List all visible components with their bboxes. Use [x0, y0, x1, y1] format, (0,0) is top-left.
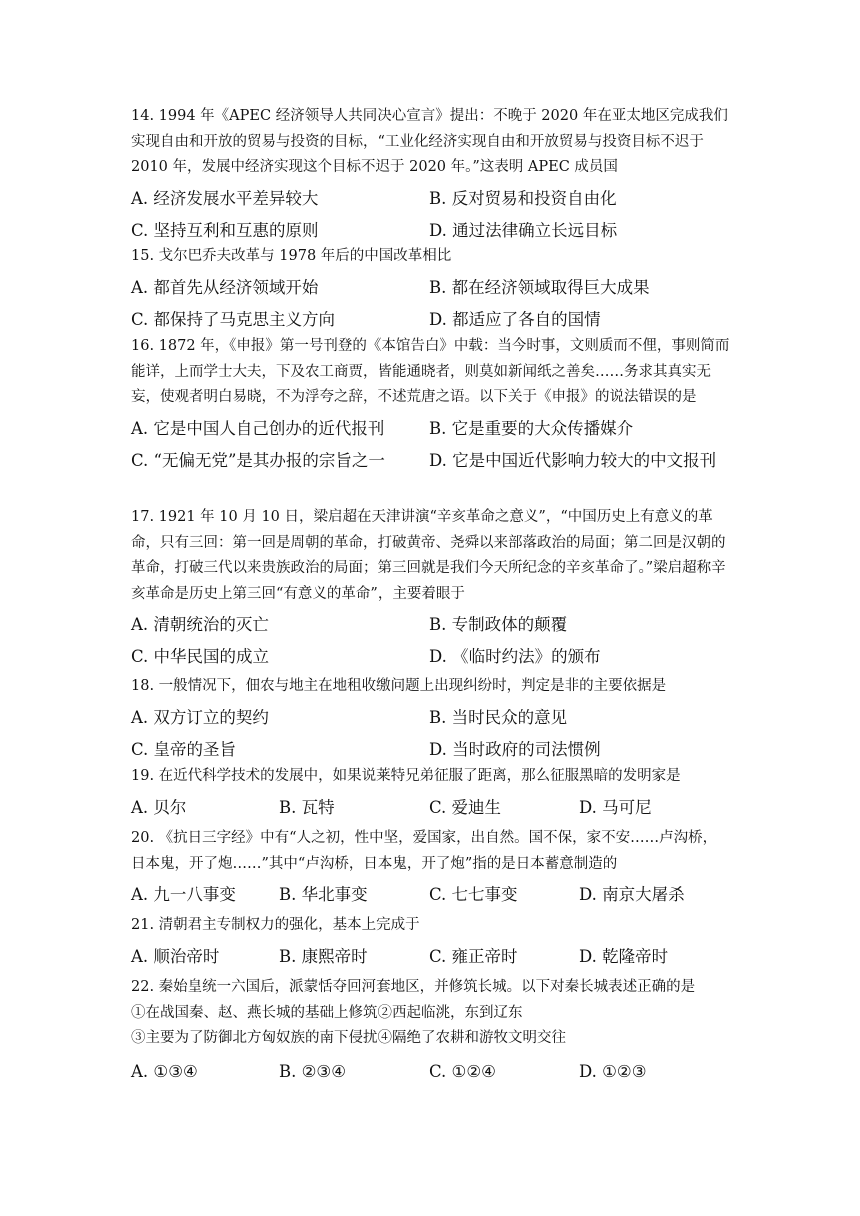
option-b[interactable]: B. 华北事变: [279, 885, 368, 904]
option-c[interactable]: C. 爱迪生: [429, 797, 502, 817]
option-row: [131, 702, 731, 734]
option-a[interactable]: A. 都首先从经济领域开始: [131, 277, 319, 297]
option-row: [131, 413, 731, 445]
option-a[interactable]: A. 贝尔: [131, 797, 187, 817]
option-b[interactable]: B. 专制政体的颠覆: [429, 615, 568, 634]
option-c[interactable]: C. 皇帝的圣旨: [131, 739, 237, 759]
question-stem: 17. 1921 年 10 月 10 日，梁启超在天津讲演“辛亥革命之意义”，“中国历史上有意义的革命，只有三回：第一回是周朝的革命，打破黄帝、尧舜以来部落政治的局面；第二回是汉朝的革命，打破三代以来贵族政治的局面；第三回就是我们今天所纪念的辛亥革命了。”梁启超称辛亥革命是历史上第三回“有意义的革命”，主要着眼于: [131, 509, 726, 602]
option-row: [131, 941, 731, 973]
question-stem: 15. 戈尔巴乔夫改革与 1978 年后的中国改革相比: [131, 248, 452, 264]
question-stem: 14. 1994 年《APEC 经济领导人共同决心宣言》提出：不晚于 2020 年在亚太地区完成我们实现自由和开放的贸易与投资的目标，“工业化经济实现自由和开放贸易与投资目标不迟于 2010 年，发展中经济实现这个目标不迟于 2020 年。”这表明 APEC 成员国: [131, 108, 728, 175]
option-a[interactable]: A. 九一八事变: [131, 885, 236, 904]
option-row: [131, 641, 731, 673]
option-a[interactable]: A. 它是中国人自己创办的近代报刊: [131, 418, 385, 438]
question-19: [131, 764, 731, 824]
question-15: [131, 244, 731, 336]
question-20: [131, 826, 731, 911]
option-d[interactable]: D. 通过法律确立长远目标: [429, 220, 618, 240]
option-b[interactable]: B. 都在经济领域取得巨大成果: [429, 277, 650, 297]
question-stem: 16. 1872 年，《申报》第一号刊登的《本馆告白》中载：当今时事，文则质而不俚，事则简而能详，上而学士大夫，下及农工商贾，皆能通晓者，则莫如新闻纸之善矣……务求其真实无妄，使观者明白易晓，不为浮夸之辞，不述荒唐之语。以下关于《申报》的说法错误的是: [131, 338, 730, 405]
option-d[interactable]: D. 都适应了各自的国情: [429, 309, 601, 329]
option-row: [131, 609, 731, 641]
question-22: [131, 975, 731, 1088]
question-18: [131, 674, 731, 766]
option-d[interactable]: D. 它是中国近代影响力较大的中文报刊: [429, 450, 717, 470]
question-16: [131, 334, 731, 477]
option-d[interactable]: D. ①②③: [579, 1061, 647, 1081]
option-d[interactable]: D. 乾隆帝时: [579, 946, 669, 966]
option-row: [131, 304, 731, 336]
option-b[interactable]: B. 反对贸易和投资自由化: [429, 188, 617, 208]
question-stem: 22. 秦始皇统一六国后，派蒙恬夺回河套地区，并修筑长城。以下对秦长城表述正确的是: [131, 979, 696, 995]
option-c[interactable]: C. 中华民国的成立: [131, 647, 270, 666]
option-b[interactable]: B. ②③④: [279, 1061, 346, 1081]
option-c[interactable]: C. 坚持互利和互惠的原则: [131, 220, 319, 240]
option-c[interactable]: C. 都保持了马克思主义方向: [131, 309, 336, 329]
option-b[interactable]: B. 当时民众的意见: [429, 707, 568, 727]
option-a[interactable]: A. 双方订立的契约: [131, 707, 269, 727]
option-c[interactable]: C. ①②④: [429, 1061, 496, 1081]
option-row: [131, 792, 731, 824]
option-row: [131, 734, 731, 766]
option-a[interactable]: A. ①③④: [131, 1061, 198, 1081]
question-stem: 19. 在近代科学技术的发展中，如果说莱特兄弟征服了距离，那么征服黑暗的发明家是: [131, 768, 681, 784]
question-17: [131, 505, 731, 673]
option-a[interactable]: A. 清朝统治的灭亡: [131, 615, 269, 634]
option-d[interactable]: D. 马可尼: [579, 797, 652, 817]
option-row: [131, 1056, 731, 1088]
option-row: [131, 445, 731, 477]
question-14: [131, 104, 731, 247]
option-c[interactable]: C. 七七事变: [429, 885, 518, 904]
question-21: [131, 913, 731, 973]
option-a[interactable]: A. 经济发展水平差异较大: [131, 188, 319, 208]
option-row: [131, 879, 731, 911]
option-c[interactable]: C. “无偏无党”是其办报的宗旨之一: [131, 450, 385, 470]
statement-line: ①在战国秦、赵、燕长城的基础上修筑②西起临洮，东到辽东: [131, 1004, 523, 1021]
option-d[interactable]: D. 当时政府的司法惯例: [429, 739, 601, 759]
option-row: [131, 183, 731, 215]
option-b[interactable]: B. 它是重要的大众传播媒介: [429, 418, 634, 438]
option-b[interactable]: B. 康熙帝时: [279, 946, 368, 966]
option-row: [131, 215, 731, 247]
option-b[interactable]: B. 瓦特: [279, 797, 335, 817]
question-stem: 18. 一般情况下，佃农与地主在地租收缴问题上出现纠纷时，判定是非的主要依据是: [131, 678, 667, 694]
option-a[interactable]: A. 顺治帝时: [131, 946, 220, 966]
option-row: [131, 272, 731, 304]
option-d[interactable]: D. 南京大屠杀: [579, 885, 685, 904]
option-d[interactable]: D. 《临时约法》的颁布: [429, 647, 601, 666]
question-stem: 20. 《抗日三字经》中有“人之初，性中坚，爱国家，出自然。国不保，家不安……卢沟桥，日本鬼，开了炮……”其中“卢沟桥，日本鬼，开了炮”指的是日本蓄意制造的: [131, 830, 718, 872]
statement-line: ③主要为了防御北方匈奴族的南下侵扰④隔绝了农耕和游牧文明交往: [131, 1030, 566, 1046]
question-stem: 21. 清朝君主专制权力的强化，基本上完成于: [131, 917, 420, 933]
option-c[interactable]: C. 雍正帝时: [429, 946, 518, 966]
